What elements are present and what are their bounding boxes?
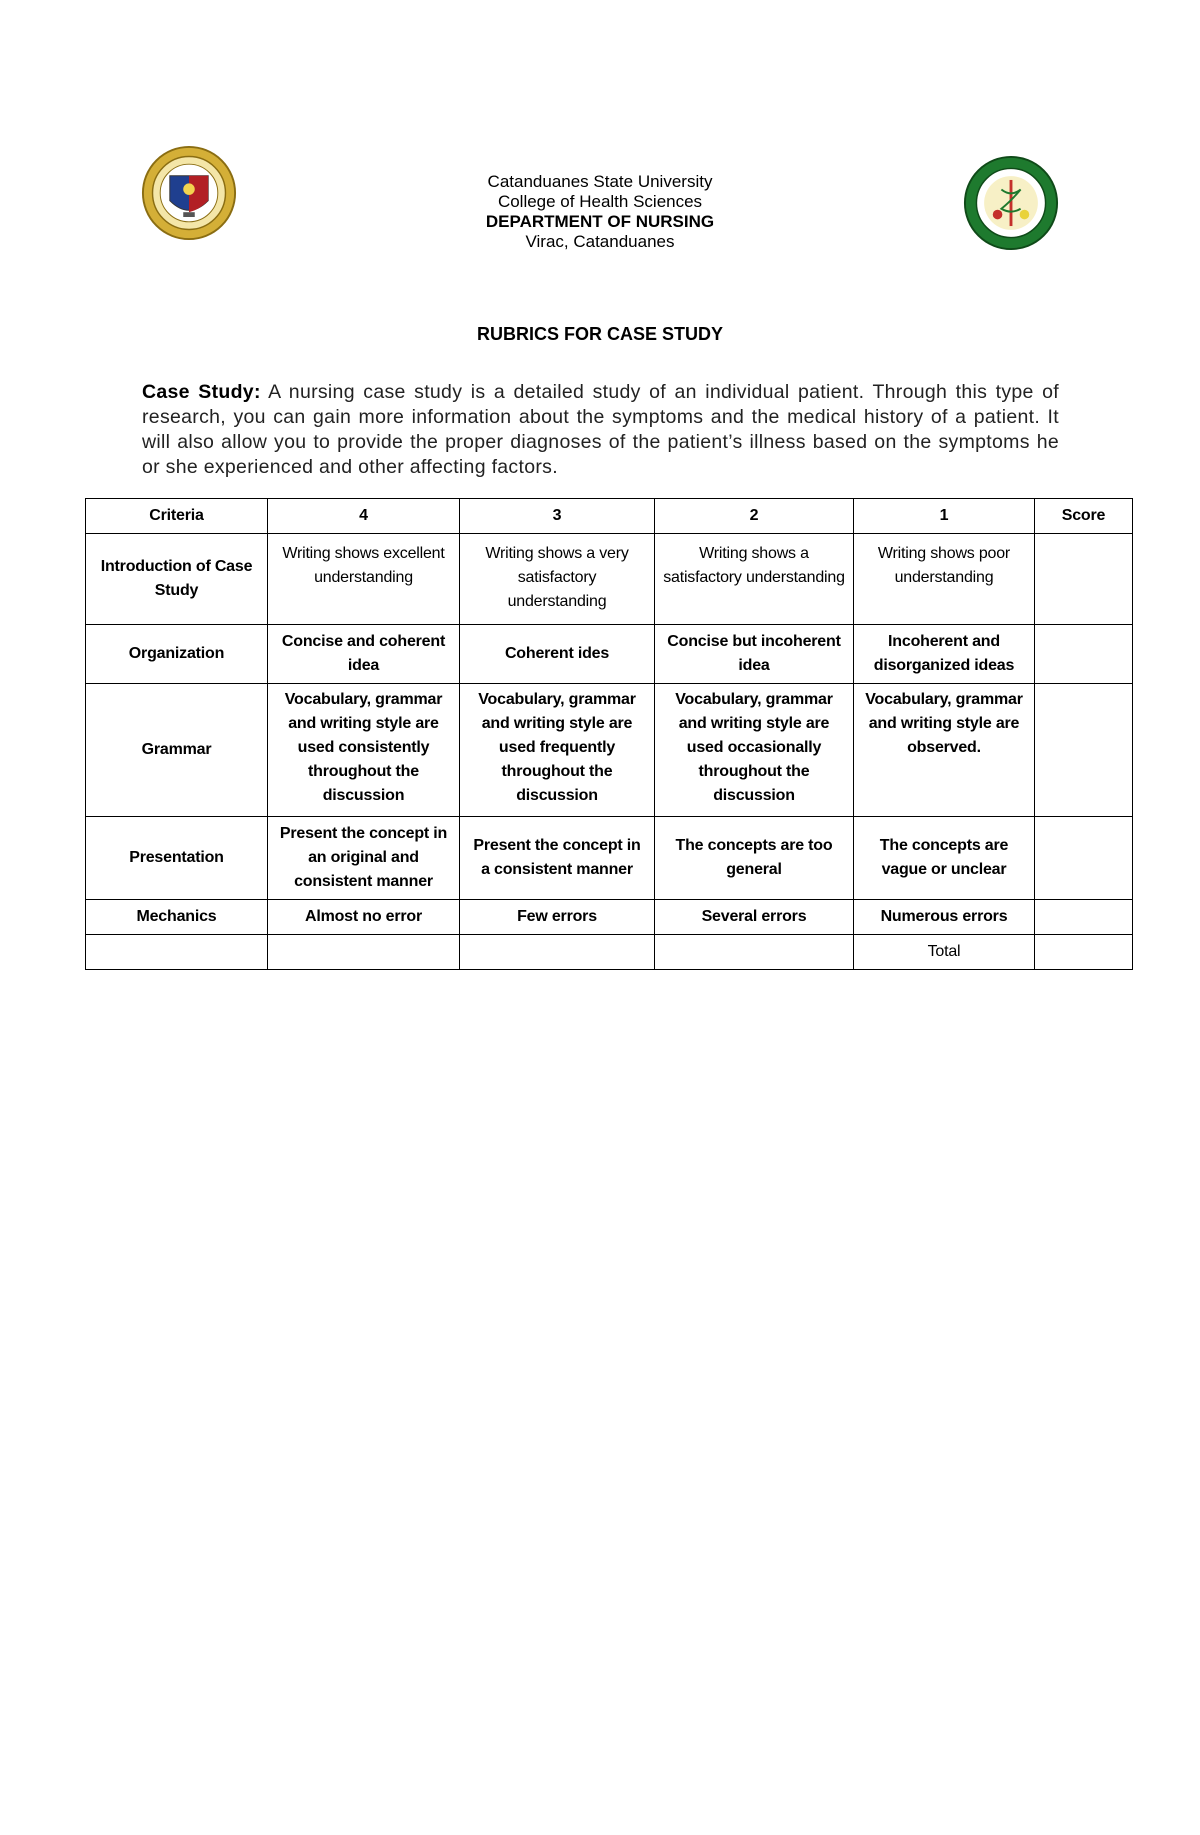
rubric-cell: Writing shows a satisfactory understanding [655,534,854,625]
university-seal-logo [141,145,237,241]
criteria-cell: Organization [86,625,268,684]
empty-cell [460,935,655,970]
total-row [86,935,1133,970]
total-score-cell [1035,935,1133,970]
college-seal-icon [963,155,1059,251]
document-header [300,172,900,252]
criteria-cell: Grammar [86,684,268,817]
case-study-description [142,380,1059,480]
rubric-cell: Present the concept in an original and consistent manner [268,817,460,900]
empty-cell [655,935,854,970]
rubric-cell: Numerous errors [854,900,1035,935]
empty-cell [268,935,460,970]
rubric-cell: Coherent ides [460,625,655,684]
table-row [86,900,1133,935]
rubric-cell: Vocabulary, grammar and writing style are used frequently throughout the discussion [460,684,655,817]
case-study-label: Case Study: [142,381,261,403]
rubric-cell: Writing shows excellent understanding [268,534,460,625]
rubric-cell: Vocabulary, grammar and writing style are used consistently throughout the discussion [268,684,460,817]
table-row [86,625,1133,684]
criteria-cell: Mechanics [86,900,268,935]
document-title: RUBRICS FOR CASE STUDY [476,324,723,344]
table-header-row [86,499,1133,534]
university-name: Catanduanes State University [487,172,713,191]
table-row [86,684,1133,817]
rubric-cell: Vocabulary, grammar and writing style are used occasionally throughout the discussion [655,684,854,817]
rubric-cell: Concise but incoherent idea [655,625,854,684]
rubric-cell: Concise and coherent idea [268,625,460,684]
location: Virac, Catanduanes [525,232,675,251]
total-label: Total [854,935,1035,970]
rubric-cell: The concepts are vague or unclear [854,817,1035,900]
rubric-cell: Vocabulary, grammar and writing style are observed. [854,684,1035,817]
header-score-3: 3 [460,499,655,534]
table-row [86,817,1133,900]
university-seal-icon [141,145,237,241]
rubric-cell: Writing shows poor understanding [854,534,1035,625]
score-cell [1035,817,1133,900]
header-score: Score [1035,499,1133,534]
rubric-cell: Almost no error [268,900,460,935]
table-row [86,534,1133,625]
score-cell [1035,534,1133,625]
rubric-cell: The concepts are too general [655,817,854,900]
rubric-table [85,498,1133,970]
rubric-cell: Incoherent and disorganized ideas [854,625,1035,684]
empty-cell [86,935,268,970]
criteria-cell: Introduction of Case Study [86,534,268,625]
department-name: DEPARTMENT OF NURSING [485,212,715,231]
header-score-1: 1 [854,499,1035,534]
score-cell [1035,900,1133,935]
header-score-2: 2 [655,499,854,534]
score-cell [1035,625,1133,684]
rubric-cell: Several errors [655,900,854,935]
rubric-cell: Few errors [460,900,655,935]
criteria-cell: Presentation [86,817,268,900]
college-seal-logo [963,155,1059,251]
header-criteria: Criteria [86,499,268,534]
header-score-4: 4 [268,499,460,534]
rubric-cell: Writing shows a very satisfactory understanding [460,534,655,625]
score-cell [1035,684,1133,817]
college-name: College of Health Sciences [497,192,703,211]
case-study-text: A nursing case study is a detailed study of an individual patient. Through this type of research, you can gain more information about the symptoms and the medical history of a patient. It will also allow you to provide the proper diagnoses of the patient’s illness based on the symptoms he or she experienced and other affecting factors. [142,381,1059,478]
rubric-cell: Present the concept in a consistent manner [460,817,655,900]
